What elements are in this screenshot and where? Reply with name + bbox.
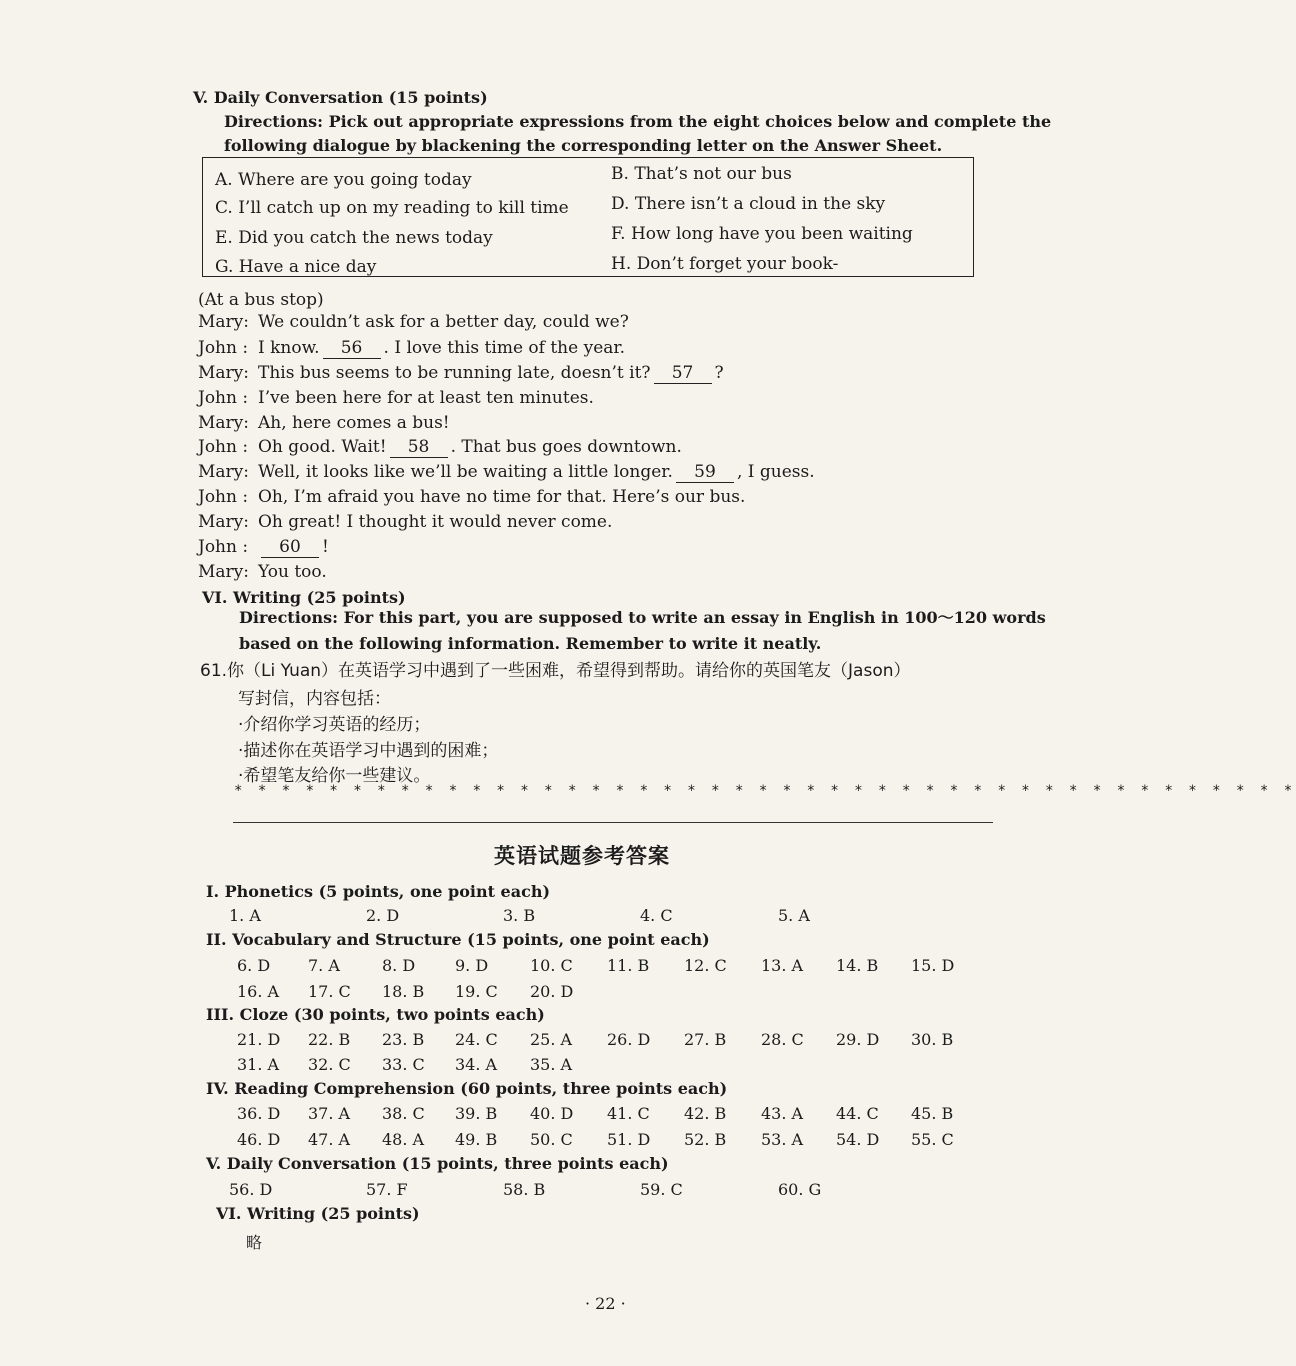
answer-item: 37. A (308, 1104, 351, 1123)
answer-section-heading: III. Cloze (30 points, two points each) (206, 1005, 545, 1024)
answer-item: 34. A (455, 1055, 498, 1074)
answer-section-heading: VI. Writing (25 points) (216, 1204, 420, 1223)
answer-blank: 56 (323, 338, 381, 359)
answer-item: 略 (246, 1233, 263, 1252)
answer-section-heading: I. Phonetics (5 points, one point each) (206, 882, 551, 901)
answer-item: 14. B (836, 956, 879, 975)
star-divider: * * * * * * * * * * * * * * * * * * * * * * * * * * * * * * * * * * * * * * * * * * * * * (234, 783, 1296, 799)
dialogue-line (198, 512, 612, 532)
speaker-label: John : (198, 338, 249, 358)
answer-item: 24. C (455, 1030, 498, 1049)
answer-item: 8. D (382, 956, 416, 975)
dialogue-line (198, 363, 724, 384)
answer-blank: 60 (261, 537, 319, 558)
answer-item: 25. A (530, 1030, 573, 1049)
answer-item: 15. D (911, 956, 955, 975)
answer-item: 33. C (382, 1055, 425, 1074)
answer-item: 31. A (237, 1055, 280, 1074)
writing-task: 写封信，内容包括： (238, 689, 391, 709)
answer-item: 48. A (382, 1130, 425, 1149)
choice-item: A. Where are you going today (215, 170, 472, 190)
choice-item: E. Did you catch the news today (215, 228, 493, 248)
directions-text: based on the following information. Remember to write it neatly. (239, 634, 822, 653)
dialogue-text: . I love this time of the year. (383, 338, 626, 358)
dialogue-text: ? (714, 363, 724, 383)
answer-item: 9. D (455, 956, 489, 975)
answer-item: 35. A (530, 1055, 573, 1074)
answer-item: 49. B (455, 1130, 498, 1149)
answer-item: 11. B (607, 956, 650, 975)
section-heading: VI. Writing (25 points) (202, 588, 406, 607)
speaker-label: John : (198, 388, 249, 408)
answer-item: 42. B (684, 1104, 727, 1123)
dialogue-text: This bus seems to be running late, doesn’t it? (258, 363, 651, 383)
dialogue-line (198, 437, 682, 458)
answer-item: 22. B (308, 1030, 351, 1049)
answer-section-heading: IV. Reading Comprehension (60 points, three points each) (206, 1079, 728, 1098)
directions-text: Directions: For this part, you are supposed to write an essay in English in 100～120 words (239, 608, 1046, 627)
answer-item: 52. B (684, 1130, 727, 1149)
answer-item: 59. C (640, 1180, 683, 1199)
dialogue-line (198, 537, 329, 558)
dialogue-text: Oh good. Wait! (258, 437, 387, 457)
choice-item: C. I’ll catch up on my reading to kill time (215, 198, 569, 218)
dialogue-text: I’ve been here for at least ten minutes. (258, 388, 594, 408)
dialogue-line (198, 462, 815, 483)
answer-item: 7. A (308, 956, 340, 975)
choice-item: B. That’s not our bus (611, 164, 792, 184)
speaker-label: John : (198, 437, 249, 457)
answer-item: 26. D (607, 1030, 651, 1049)
answer-item: 30. B (911, 1030, 954, 1049)
answer-item: 39. B (455, 1104, 498, 1123)
answer-item: 29. D (836, 1030, 880, 1049)
writing-bullet: ·希望笔友给你一些建议。 (238, 766, 431, 786)
answer-item: 6. D (237, 956, 271, 975)
answer-blank: 58 (390, 437, 448, 458)
answer-key-title: 英语试题参考答案 (494, 844, 670, 868)
answer-item: 40. D (530, 1104, 574, 1123)
page-number: · 22 · (585, 1294, 626, 1313)
dialogue-text: , I guess. (736, 462, 815, 482)
speaker-label: Mary: (198, 462, 249, 482)
choice-item: F. How long have you been waiting (611, 224, 913, 244)
dialogue-text: ! (322, 537, 329, 557)
answer-item: 4. C (640, 906, 673, 925)
divider-line (233, 822, 993, 823)
answer-item: 38. C (382, 1104, 425, 1123)
answer-section-heading: V. Daily Conversation (15 points, three points each) (206, 1154, 669, 1173)
answer-item: 10. C (530, 956, 573, 975)
answer-section-heading: II. Vocabulary and Structure (15 points, one point each) (206, 930, 710, 949)
speaker-label: Mary: (198, 413, 249, 433)
answer-item: 32. C (308, 1055, 351, 1074)
answer-item: 28. C (761, 1030, 804, 1049)
answer-item: 21. D (237, 1030, 281, 1049)
directions-text: following dialogue by blackening the corresponding letter on the Answer Sheet. (224, 136, 943, 155)
answer-item: 57. F (366, 1180, 408, 1199)
answer-item: 20. D (530, 982, 574, 1001)
answer-blank: 59 (676, 462, 734, 483)
dialogue-text: . That bus goes downtown. (450, 437, 682, 457)
answer-item: 36. D (237, 1104, 281, 1123)
answer-item: 27. B (684, 1030, 727, 1049)
dialogue-text: I know. (258, 338, 320, 358)
answer-item: 16. A (237, 982, 280, 1001)
dialogue-text: We couldn’t ask for a better day, could we? (258, 312, 629, 332)
dialogue-text: Oh great! I thought it would never come. (258, 512, 613, 532)
speaker-label: Mary: (198, 512, 249, 532)
answer-blank: 57 (654, 363, 712, 384)
dialogue-line (198, 312, 629, 332)
answer-item: 51. D (607, 1130, 651, 1149)
writing-bullet: ·描述你在英语学习中遇到的困难； (238, 741, 499, 761)
directions-text: Directions: Pick out appropriate expressions from the eight choices below and complete the (224, 112, 1052, 131)
answer-item: 1. A (229, 906, 261, 925)
answer-item: 45. B (911, 1104, 954, 1123)
answer-item: 13. A (761, 956, 804, 975)
answer-item: 17. C (308, 982, 351, 1001)
writing-task: 61.你（Li Yuan）在英语学习中遇到了一些困难，希望得到帮助。请给你的英国笔友（Jason） (200, 661, 911, 681)
answer-item: 58. B (503, 1180, 546, 1199)
answer-item: 53. A (761, 1130, 804, 1149)
choices-box (202, 157, 974, 277)
speaker-label: Mary: (198, 312, 249, 332)
speaker-label: Mary: (198, 363, 249, 383)
answer-item: 43. A (761, 1104, 804, 1123)
answer-item: 56. D (229, 1180, 273, 1199)
dialogue-text: Ah, here comes a bus! (258, 413, 450, 433)
answer-item: 46. D (237, 1130, 281, 1149)
answer-item: 54. D (836, 1130, 880, 1149)
speaker-label: John : (198, 487, 249, 507)
dialogue-text: You too. (258, 562, 327, 582)
dialogue-line (198, 388, 594, 408)
dialogue-setting: (At a bus stop) (198, 290, 324, 310)
answer-item: 3. B (503, 906, 536, 925)
answer-item: 23. B (382, 1030, 425, 1049)
answer-item: 18. B (382, 982, 425, 1001)
answer-item: 19. C (455, 982, 498, 1001)
answer-item: 44. C (836, 1104, 879, 1123)
section-heading: V. Daily Conversation (15 points) (193, 88, 488, 107)
choice-item: D. There isn’t a cloud in the sky (611, 194, 886, 214)
dialogue-line (198, 338, 625, 359)
choice-item: H. Don’t forget your book- (611, 254, 839, 274)
dialogue-line (198, 487, 745, 507)
answer-item: 41. C (607, 1104, 650, 1123)
speaker-label: Mary: (198, 562, 249, 582)
dialogue-text: Well, it looks like we’ll be waiting a little longer. (258, 462, 673, 482)
speaker-label: John : (198, 537, 249, 557)
answer-item: 2. D (366, 906, 400, 925)
dialogue-line (198, 413, 450, 433)
answer-item: 5. A (778, 906, 810, 925)
answer-item: 60. G (778, 1180, 822, 1199)
choice-item: G. Have a nice day (215, 257, 377, 277)
dialogue-text: Oh, I’m afraid you have no time for that. Here’s our bus. (258, 487, 746, 507)
answer-item: 55. C (911, 1130, 954, 1149)
answer-item: 12. C (684, 956, 727, 975)
dialogue-line (198, 562, 327, 582)
writing-bullet: ·介绍你学习英语的经历； (238, 715, 431, 735)
answer-item: 50. C (530, 1130, 573, 1149)
answer-item: 47. A (308, 1130, 351, 1149)
